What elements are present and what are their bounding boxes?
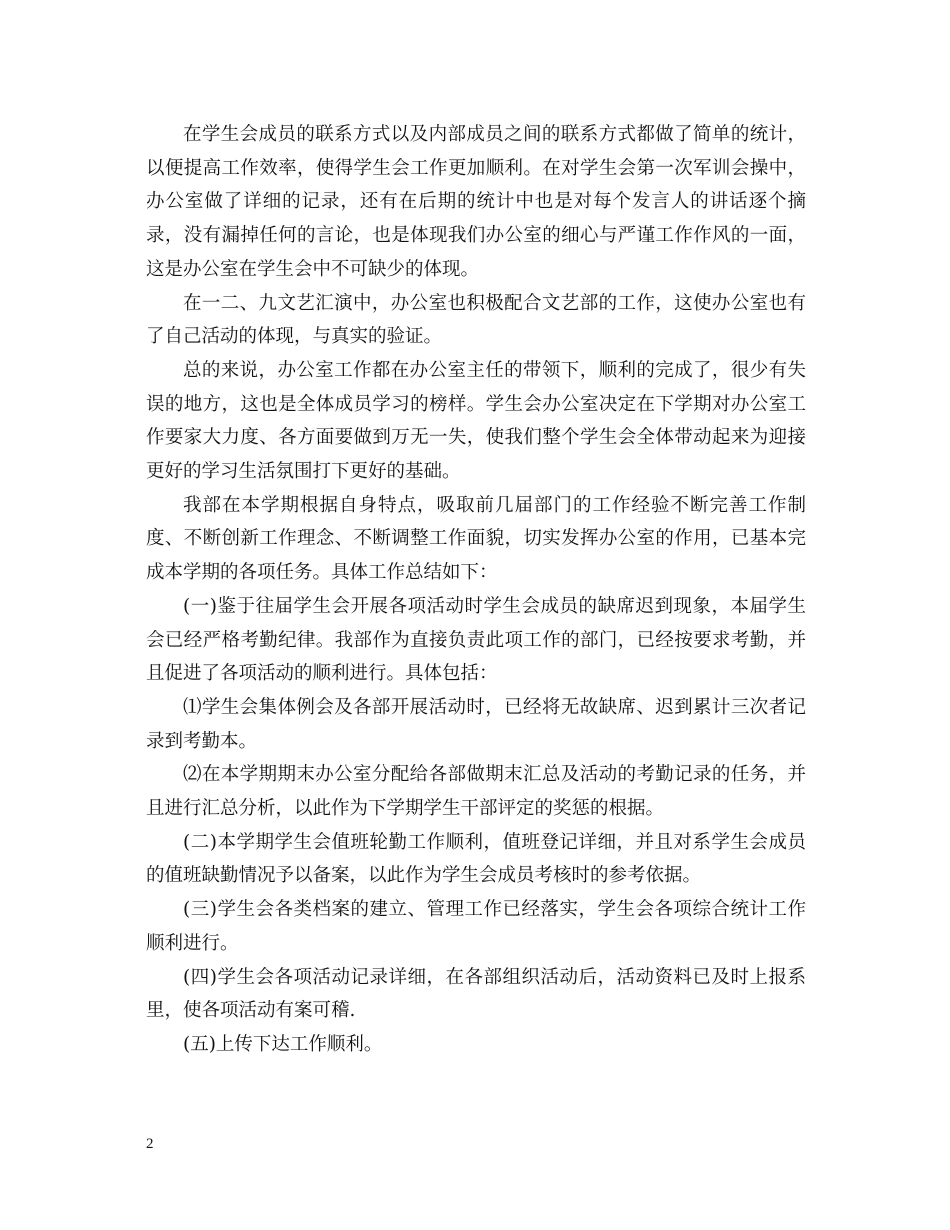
paragraph-item-five: (五)上传下达工作顺利。	[183, 1033, 383, 1055]
paragraph-item-two: (二)本学期学生会值班轮勤工作顺利，值班登记详细，并且对系学生会成员的值班缺勤情况予以备案，以此作为学生会成员考核时的参考依据。	[146, 831, 806, 887]
document-body	[146, 118, 806, 1062]
paragraph-art-performance: 在一二、九文艺汇演中，办公室也积极配合文艺部的工作，这使办公室也有了自己活动的体现，与真实的验证。	[146, 292, 806, 348]
paragraph-semester-work: 我部在本学期根据自身特点，吸取前几届部门的工作经验不断完善工作制度、不断创新工作理念、不断调整工作面貌，切实发挥办公室的作用，已基本完成本学期的各项任务。具体工作总结如下：	[146, 494, 806, 584]
paragraph-item-three: (三)学生会各类档案的建立、管理工作已经落实，学生会各项综合统计工作顺利进行。	[146, 899, 806, 954]
page-number: 2	[146, 1136, 154, 1152]
paragraph-subitem-one: ⑴学生会集体例会及各部开展活动时，已经将无故缺席、迟到累计三次者记录到考勤本。	[146, 696, 806, 752]
paragraph-summary: 总的来说，办公室工作都在办公室主任的带领下，顺利的完成了，很少有失误的地方，这也是全体成员学习的榜样。学生会办公室决定在下学期对办公室工作要家大力度、各方面要做到万无一失，使我们整个学生会全体带动起来为迎接更好的学习生活氛围打下更好的基础。	[146, 359, 806, 483]
paragraph-item-four: (四)学生会各项活动记录详细，在各部组织活动后，活动资料已及时上报系里，使各项活动有案可稽.	[146, 966, 806, 1022]
paragraph-contact-statistics: 在学生会成员的联系方式以及内部成员之间的联系方式都做了简单的统计，以便提高工作效率，使得学生会工作更加顺利。在对学生会第一次军训会操中，办公室做了详细的记录，还有在后期的统计中也是对每个发言人的讲话逐个摘录，没有漏掉任何的言论，也是体现我们办公室的细心与严谨工作作风的一面，这是办公室在学生会中不可缺少的体现。	[146, 124, 806, 280]
paragraph-item-one: (一)鉴于往届学生会开展各项活动时学生会成员的缺席迟到现象，本届学生会已经严格考勤纪律。我部作为直接负责此项工作的部门，已经按要求考勤，并且促进了各项活动的顺利进行。具体包括：	[146, 595, 806, 685]
paragraph-subitem-two: ⑵在本学期期末办公室分配给各部做期末汇总及活动的考勤记录的任务，并且进行汇总分析，以此作为下学期学生干部评定的奖惩的根据。	[146, 764, 806, 820]
